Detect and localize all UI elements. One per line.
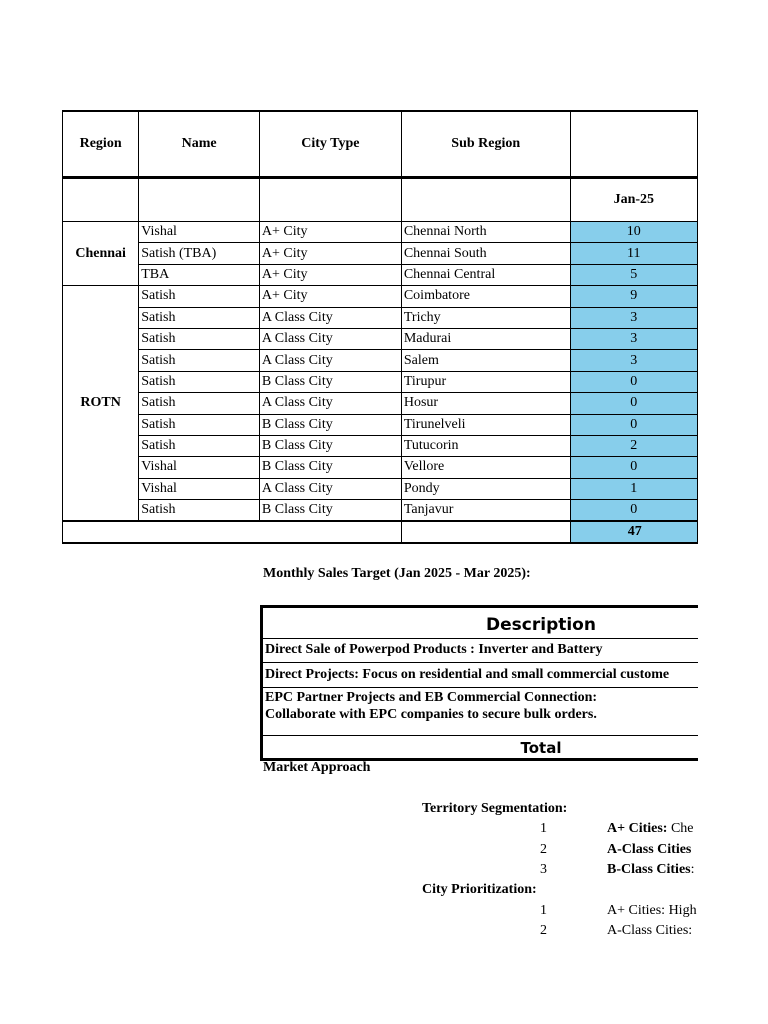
target-value-cell: 0 bbox=[570, 500, 697, 522]
table-row bbox=[63, 222, 698, 243]
city-type-cell: B Class City bbox=[259, 500, 401, 522]
city-type-cell: A+ City bbox=[259, 264, 401, 285]
sub-region-cell: Madurai bbox=[401, 328, 570, 349]
target-value-cell: 3 bbox=[570, 328, 697, 349]
target-value-cell: 1 bbox=[570, 478, 697, 499]
table-row bbox=[63, 307, 698, 328]
name-cell: Satish bbox=[139, 307, 260, 328]
list-item: A+ Cities: High bbox=[607, 903, 697, 918]
city-type-cell: B Class City bbox=[259, 414, 401, 435]
description-table bbox=[260, 605, 698, 761]
market-approach-heading: Market Approach bbox=[263, 760, 371, 775]
description-row bbox=[263, 688, 698, 736]
sub-region-cell: Tutucorin bbox=[401, 435, 570, 456]
target-value-cell: 2 bbox=[570, 435, 697, 456]
header-sub-region: Sub Region bbox=[401, 111, 570, 178]
sub-region-cell: Chennai North bbox=[401, 222, 570, 243]
table-row bbox=[63, 243, 698, 264]
table-row bbox=[63, 264, 698, 285]
table-row bbox=[63, 414, 698, 435]
total-value-cell: 47 bbox=[570, 521, 697, 543]
sub-region-cell: Coimbatore bbox=[401, 286, 570, 307]
table-row bbox=[63, 435, 698, 456]
name-cell: Satish bbox=[139, 371, 260, 392]
list-item: A-Class Cities bbox=[607, 842, 692, 857]
month-header: Jan-25 bbox=[570, 178, 697, 222]
description-row: Direct Sale of Powerpod Products : Inverter and Battery bbox=[263, 639, 698, 663]
name-cell: Satish bbox=[139, 350, 260, 371]
city-type-cell: A Class City bbox=[259, 393, 401, 414]
target-value-cell: 9 bbox=[570, 286, 697, 307]
target-value-cell: 3 bbox=[570, 350, 697, 371]
city-type-cell: B Class City bbox=[259, 435, 401, 456]
list-number: 1 bbox=[540, 903, 547, 918]
city-type-cell: A+ City bbox=[259, 243, 401, 264]
name-cell: Satish bbox=[139, 435, 260, 456]
name-cell: TBA bbox=[139, 264, 260, 285]
target-value-cell: 10 bbox=[570, 222, 697, 243]
sub-region-cell: Chennai South bbox=[401, 243, 570, 264]
name-cell: Satish bbox=[139, 286, 260, 307]
table-row bbox=[63, 478, 698, 499]
table-row bbox=[63, 393, 698, 414]
table-row bbox=[63, 286, 698, 307]
name-cell: Vishal bbox=[139, 457, 260, 478]
list-number: 1 bbox=[540, 821, 547, 836]
territory-heading: Territory Segmentation: bbox=[422, 801, 568, 816]
name-cell: Vishal bbox=[139, 222, 260, 243]
description-row-line: EPC Partner Projects and EB Commercial Connection: bbox=[265, 690, 598, 705]
name-cell: Satish bbox=[139, 328, 260, 349]
name-cell: Satish bbox=[139, 500, 260, 522]
list-number: 3 bbox=[540, 862, 547, 877]
table-row bbox=[63, 371, 698, 392]
description-row: Direct Projects: Focus on residential and small commercial custome bbox=[263, 663, 698, 688]
table-row bbox=[63, 500, 698, 522]
table-row bbox=[63, 350, 698, 371]
name-cell: Vishal bbox=[139, 478, 260, 499]
list-number: 2 bbox=[540, 923, 547, 938]
sub-region-cell: Tirupur bbox=[401, 371, 570, 392]
name-cell: Satish bbox=[139, 414, 260, 435]
target-value-cell: 5 bbox=[570, 264, 697, 285]
monthly-target-heading: Monthly Sales Target (Jan 2025 - Mar 2025): bbox=[263, 566, 531, 581]
table-row bbox=[63, 328, 698, 349]
sub-region-cell: Tirunelveli bbox=[401, 414, 570, 435]
name-cell: Satish (TBA) bbox=[139, 243, 260, 264]
sub-region-cell: Trichy bbox=[401, 307, 570, 328]
sub-region-cell: Chennai Central bbox=[401, 264, 570, 285]
list-number: 2 bbox=[540, 842, 547, 857]
list-item: A-Class Cities: bbox=[607, 923, 693, 938]
target-value-cell: 0 bbox=[570, 414, 697, 435]
description-row-line: Collaborate with EPC companies to secure bulk orders. bbox=[265, 707, 597, 722]
table-subheader-row bbox=[63, 178, 698, 222]
city-type-cell: B Class City bbox=[259, 457, 401, 478]
city-type-cell: A Class City bbox=[259, 307, 401, 328]
table-header-row bbox=[63, 111, 698, 178]
sub-region-cell: Hosur bbox=[401, 393, 570, 414]
city-type-cell: A+ City bbox=[259, 286, 401, 307]
total-row bbox=[63, 521, 698, 543]
sub-region-cell: Salem bbox=[401, 350, 570, 371]
city-type-cell: A Class City bbox=[259, 478, 401, 499]
list-item: A+ Cities: Che bbox=[607, 821, 694, 836]
table-row bbox=[63, 457, 698, 478]
header-month-group bbox=[570, 111, 697, 178]
target-value-cell: 0 bbox=[570, 371, 697, 392]
target-value-cell: 0 bbox=[570, 393, 697, 414]
description-title: Description bbox=[263, 608, 698, 639]
city-type-cell: A Class City bbox=[259, 328, 401, 349]
city-type-cell: A+ City bbox=[259, 222, 401, 243]
header-name: Name bbox=[139, 111, 260, 178]
sub-region-cell: Pondy bbox=[401, 478, 570, 499]
city-type-cell: A Class City bbox=[259, 350, 401, 371]
city-type-cell: B Class City bbox=[259, 371, 401, 392]
region-cell-rotn: ROTN bbox=[63, 286, 139, 522]
name-cell: Satish bbox=[139, 393, 260, 414]
sales-target-table bbox=[62, 110, 698, 544]
description-total: Total bbox=[263, 736, 698, 761]
header-region: Region bbox=[63, 111, 139, 178]
target-value-cell: 3 bbox=[570, 307, 697, 328]
list-item: B-Class Cities: bbox=[607, 862, 695, 877]
prioritization-heading: City Prioritization: bbox=[422, 882, 537, 897]
target-value-cell: 11 bbox=[570, 243, 697, 264]
region-cell-chennai: Chennai bbox=[63, 222, 139, 286]
sub-region-cell: Vellore bbox=[401, 457, 570, 478]
header-city-type: City Type bbox=[259, 111, 401, 178]
target-value-cell: 0 bbox=[570, 457, 697, 478]
sub-region-cell: Tanjavur bbox=[401, 500, 570, 522]
